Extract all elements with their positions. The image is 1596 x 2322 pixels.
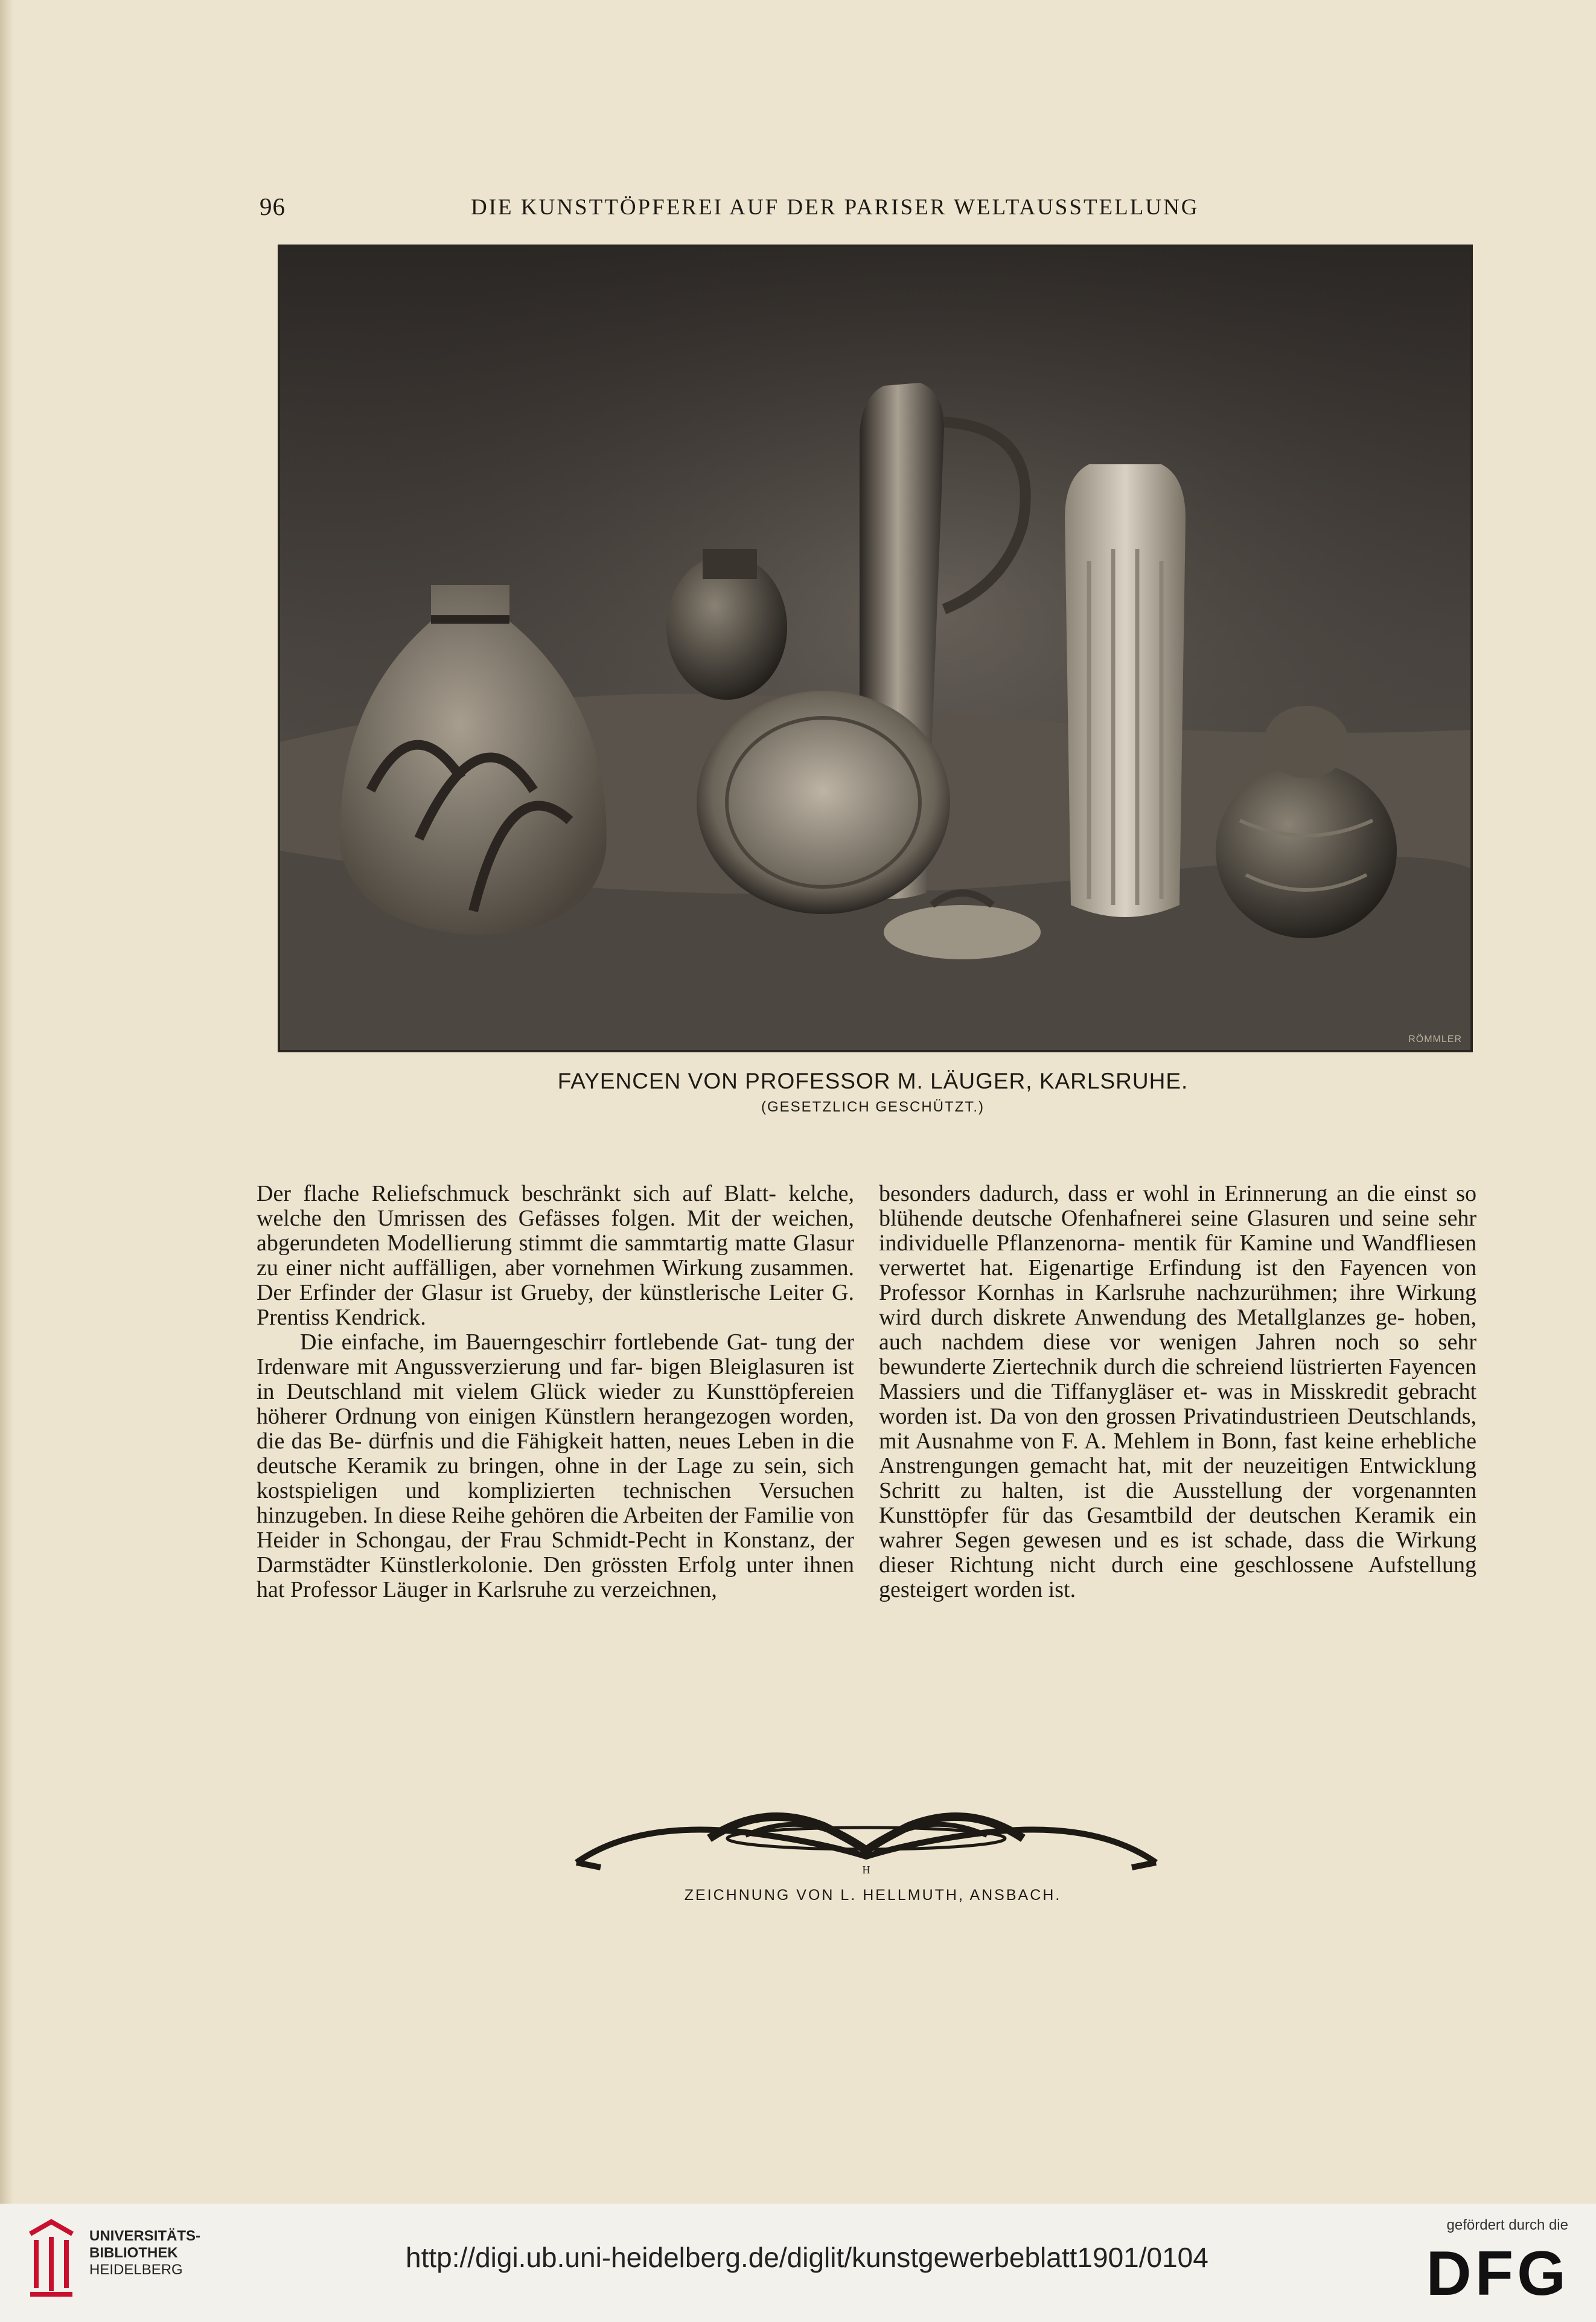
library-name-line: UNIVERSITÄTS-: [89, 2228, 201, 2244]
photo-illustration: [280, 247, 1470, 1050]
library-name-line: BIBLIOTHEK: [89, 2245, 178, 2261]
text-column-left: [257, 1182, 854, 1602]
permalink-url[interactable]: http://digi.ub.uni-heidelberg.de/diglit/kunstgewerbeblatt1901/0104: [406, 2242, 1208, 2273]
ornament-monogram: H: [862, 1864, 870, 1875]
funded-by-label: gefördert durch die: [1446, 2217, 1568, 2233]
page-edge-shadow: [0, 0, 13, 2322]
paragraph: Der flache Reliefschmuck beschränkt sich auf Blatt- kelche, welche den Umrissen des Gefässes folgen. Mit der weichen, abgerundeten Modellierung stimmt die sammtartig matte Glasur zu einer nicht auffälligen, aber vornehmen Wirkung zusammen. Der Erfinder der Glasur ist Grueby, der künstlerische Leiter G. Prentiss Kendrick.: [257, 1181, 854, 1330]
photograph-fayences: [278, 245, 1473, 1052]
library-name: [89, 2228, 200, 2279]
library-name-line: HEIDELBERG: [89, 2262, 183, 2278]
paragraph: Die einfache, im Bauerngeschirr fortlebende Gat- tung der Irdenware mit Angussverzierung und far- bigen Bleiglasuren ist in Deutschland mit vielem Glück wieder zu Kunsttöpfereien höherer Ordnung von einigen Künstlern herangezogen worden, die das Be- dürfnis und die Fähigkeit hatten, neues Leben in die deutsche Keramik zu bringen, ohne in der Lage zu sein, sich kostspieligen und komplizierten technischen Versuchen hinzugeben. In diese Reihe gehören die Arbeiten der Familie von Heider in Schongau, der Frau Schmidt-Pecht in Konstanz, der Darmstädter Künstlerkolonie. Den grössten Erfolg unter ihnen hat Professor Läuger in Karlsruhe zu verzeichnen,: [257, 1329, 854, 1602]
ornament-credit: ZEICHNUNG VON L. HELLMUTH, ANSBACH.: [684, 1887, 1062, 1904]
running-title: DIE KUNSTTÖPFEREI AUF DER PARISER WELTAUSSTELLUNG: [471, 195, 1199, 220]
figure-subcaption: (GESETZLICH GESCHÜTZT.): [761, 1099, 985, 1115]
photo-credit: RÖMMLER: [1408, 1034, 1462, 1044]
dfg-logo: DFG: [1426, 2239, 1569, 2309]
figure-caption: FAYENCEN VON PROFESSOR M. LÄUGER, KARLSRUHE.: [557, 1069, 1189, 1093]
university-library-logo: [24, 2216, 78, 2300]
digitization-footer: [0, 2204, 1596, 2322]
paragraph: besonders dadurch, dass er wohl in Erinnerung an die einst so blühende deutsche Ofenhafnerei seine Glasuren und seine sehr individuelle Pflanzenorna- mentik für Kamine und Wandfliesen verwertet hat. Eigenartige Erfindung ist den Fayencen von Professor Kornhas in Karlsruhe nachzurühmen; ihre Wirkung wird durch diskrete Anwendung des Metallglanzes ge- hoben, auch nachdem diese vor wenigen Jahren noch so sehr bewunderte Ziertechnik durch die schreiend lüstrierten Fayencen Massiers und die Tiffanygläser et- was in Misskredit gebracht worden ist. Da von den grossen Privatindustrieen Deutschlands, mit Ausnahme von F. A. Mehlem in Bonn, fast keine erhebliche Anstrengungen gemacht hat, mit der neuzeitigen Entwicklung Schritt zu halten, ist die Ausstellung der vorgenannten Kunsttöpfer für das Gesamtbild der deutschen Keramik ein wahrer Segen gewesen und es ist schade, dass die Wirkung dieser Richtung nicht durch eine geschlossene Aufstellung gesteigert worden ist.: [879, 1181, 1476, 1602]
text-column-right: [879, 1182, 1476, 1602]
page-header: [260, 192, 1280, 228]
page-number: 96: [260, 193, 286, 220]
decorative-vignette: [564, 1796, 1168, 1875]
